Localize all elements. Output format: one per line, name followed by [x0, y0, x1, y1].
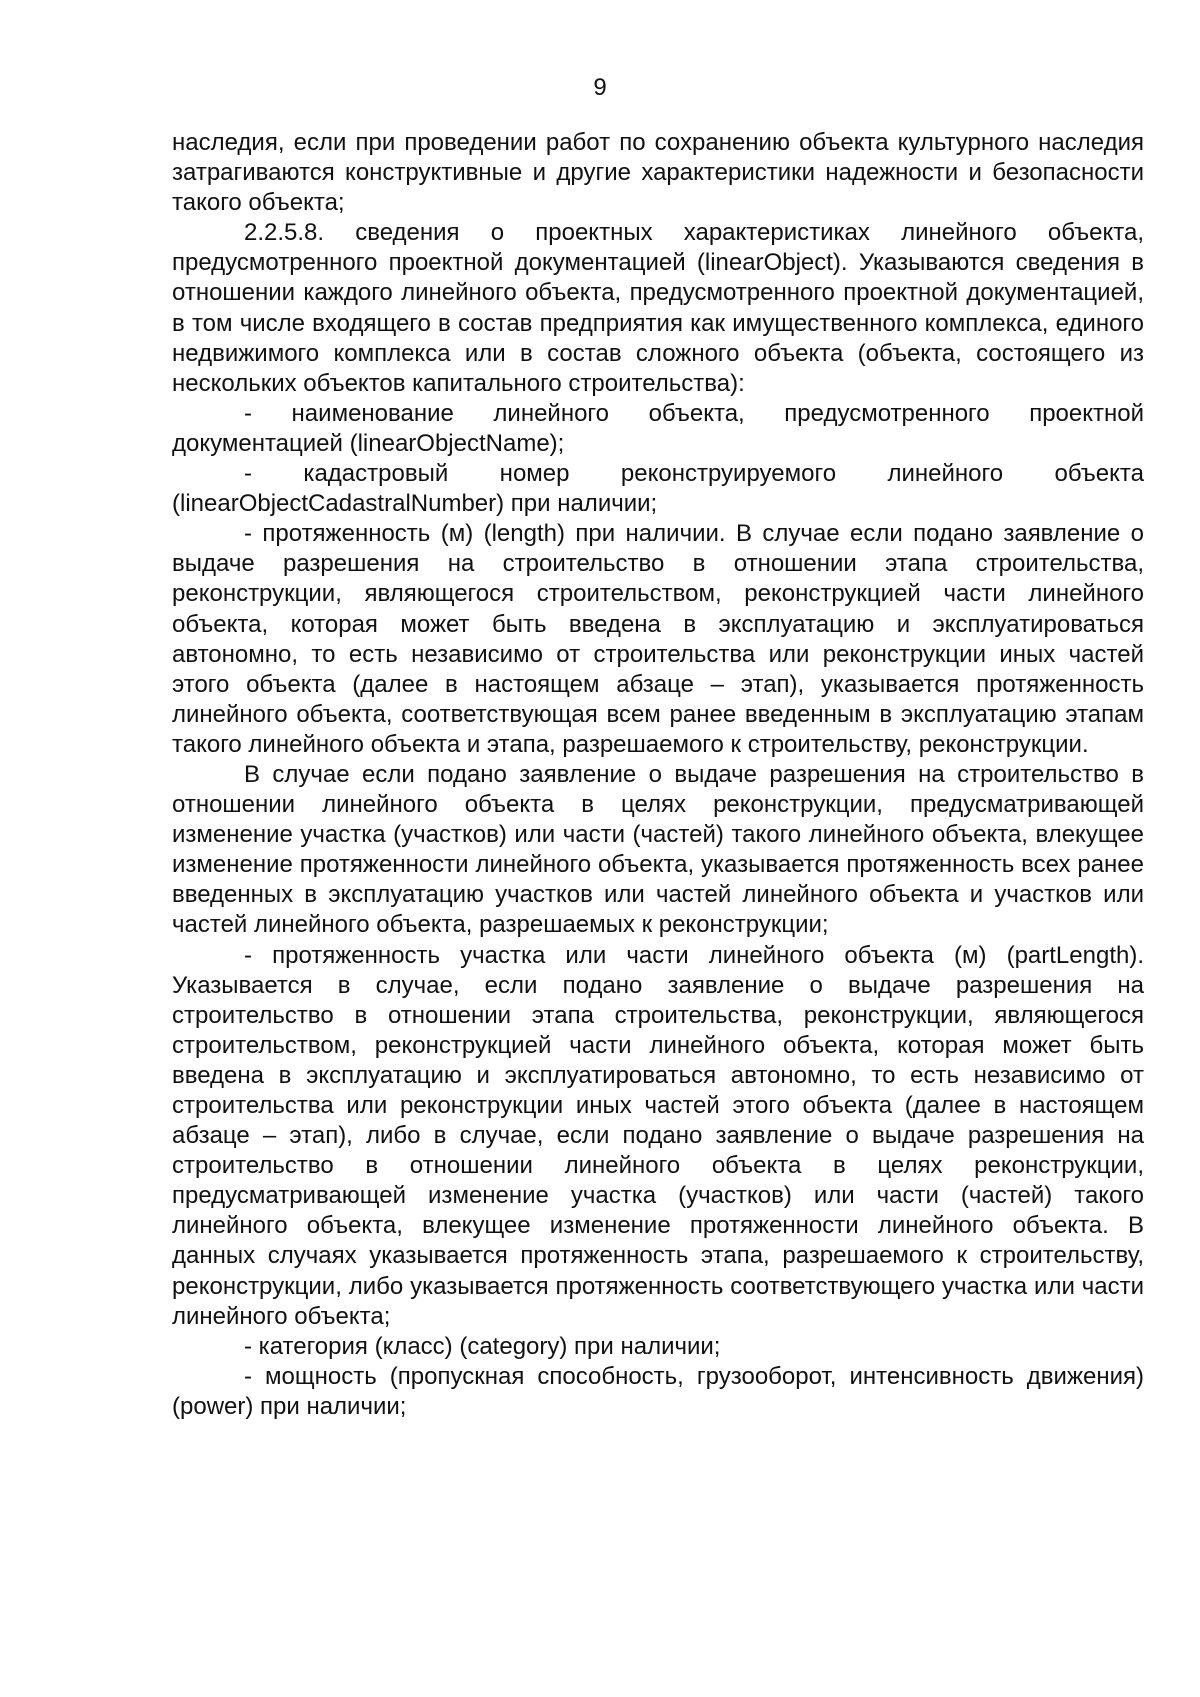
- list-item-part-length: - протяженность участка или части линейного объекта (м) (partLength). Указывается в случае, если подано заявление о выдаче разрешения на строительство в отношении этапа строительства, реконструкции, являющегося строительством, реконструкцией части линейного объекта, которая может быть введена в эксплуатацию и эксплуатироваться автономно, то есть независимо от строительства или реконструкции иных частей этого объекта (далее в настоящем абзаце – этап), либо в случае, если подано заявление о выдаче разрешения на строительство в отношении линейного объекта в целях реконструкции, предусматривающей изменение участка (участков) или части (частей) такого линейного объекта, влекущее изменение протяженности линейного объекта. В данных случаях указывается протяженность этапа, разрешаемого к строительству, реконструкции, либо указывается протяженность соответствующего участка или части линейного объекта;: [172, 941, 1144, 1330]
- list-item-power: - мощность (пропускная способность, грузооборот, интенсивность движения) (power) при наличии;: [172, 1362, 1144, 1420]
- list-item-category: - категория (класс) (category) при наличии;: [244, 1332, 721, 1360]
- paragraph: наследия, если при проведении работ по сохранению объекта культурного наследия затрагиваются конструктивные и другие характеристики надежности и безопасности такого объекта;: [172, 129, 1144, 217]
- list-item-linear-object-name: - наименование линейного объекта, предусмотренного проектной документацией (linearObjectName);: [172, 399, 1144, 457]
- page-number: 9: [593, 74, 607, 101]
- list-item-cadastral-number: - кадастровый номер реконструируемого линейного объекта (linearObjectCadastralNumber) при наличии;: [172, 460, 1144, 518]
- document-body: [172, 128, 1144, 1422]
- paragraph-section-2-2-5-8: 2.2.5.8. сведения о проектных характеристиках линейного объекта, предусмотренного проектной документацией (linearObject). Указываются сведения в отношении каждого линейного объекта, предусмотренного проектной документацией, в том числе входящего в состав предприятия как имущественного комплекса, единого недвижимого комплекса или в состав сложного объекта (объекта, состоящего из нескольких объектов капитального строительства):: [172, 219, 1144, 397]
- list-item-length: - протяженность (м) (length) при наличии. В случае если подано заявление о выдаче разрешения на строительство в отношении этапа строительства, реконструкции, являющегося строительством, реконструкцией части линейного объекта, которая может быть введена в эксплуатацию и эксплуатироваться автономно, то есть независимо от строительства или реконструкции иных частей этого объекта (далее в настоящем абзаце – этап), указывается протяженность линейного объекта, соответствующая всем ранее введенным в эксплуатацию этапам такого линейного объекта и этапа, разрешаемого к строительству, реконструкции.: [172, 520, 1144, 758]
- paragraph: В случае если подано заявление о выдаче разрешения на строительство в отношении линейного объекта в целях реконструкции, предусматривающей изменение участка (участков) или части (частей) такого линейного объекта, влекущее изменение протяженности линейного объекта, указывается протяженность всех ранее введенных в эксплуатацию участков или частей линейного объекта и участков или частей линейного объекта, разрешаемых к реконструкции;: [172, 760, 1144, 939]
